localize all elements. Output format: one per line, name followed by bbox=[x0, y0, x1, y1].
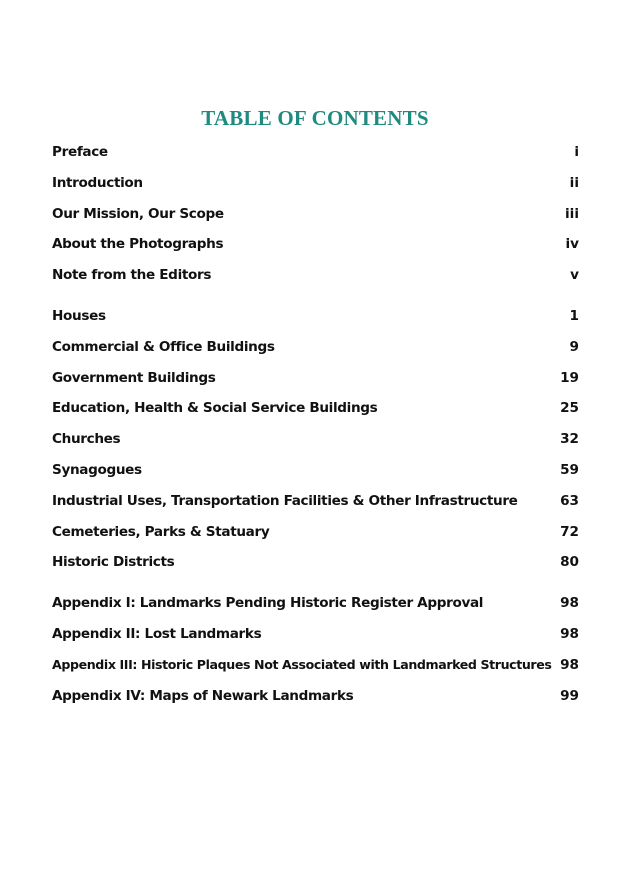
toc-entry-label: Preface bbox=[52, 144, 108, 160]
toc-entry[interactable] bbox=[52, 267, 579, 298]
toc-entry-label: Industrial Uses, Transportation Facilities & Other Infrastructure bbox=[52, 492, 518, 509]
toc-entry-label: Appendix II: Lost Landmarks bbox=[52, 625, 262, 642]
toc-entry-page-number: 99 bbox=[560, 687, 579, 704]
toc-entry-page-number: 1 bbox=[569, 307, 579, 324]
toc-section-list bbox=[52, 308, 579, 585]
toc-entry-label: Cemeteries, Parks & Statuary bbox=[52, 523, 270, 540]
toc-entry[interactable] bbox=[52, 236, 579, 267]
toc-entry[interactable] bbox=[52, 339, 579, 370]
table-of-contents bbox=[52, 144, 579, 718]
toc-entry[interactable] bbox=[52, 462, 579, 493]
toc-entry-label: Commercial & Office Buildings bbox=[52, 338, 275, 355]
toc-entry-label: Our Mission, Our Scope bbox=[52, 205, 224, 222]
toc-entry-page-number: v bbox=[570, 267, 579, 284]
toc-entry-label: About the Photographs bbox=[52, 236, 224, 253]
toc-section-list bbox=[52, 144, 579, 298]
toc-entry-page-number: 59 bbox=[560, 461, 579, 478]
toc-entry-label: Appendix I: Landmarks Pending Historic Register Approval bbox=[52, 595, 484, 612]
toc-section bbox=[52, 308, 579, 585]
toc-entry-page-number: 98 bbox=[560, 625, 579, 642]
toc-entry-page-number: 98 bbox=[560, 656, 579, 673]
toc-entry[interactable] bbox=[52, 626, 579, 657]
toc-entry[interactable] bbox=[52, 431, 579, 462]
toc-entry[interactable] bbox=[52, 206, 579, 237]
toc-entry-page-number: 9 bbox=[569, 338, 579, 355]
toc-entry[interactable] bbox=[52, 400, 579, 431]
toc-entry-page-number: iv bbox=[565, 236, 579, 253]
toc-entry[interactable] bbox=[52, 524, 579, 555]
toc-entry-page-number: 72 bbox=[560, 523, 579, 540]
page-title: TABLE OF CONTENTS bbox=[201, 106, 429, 131]
toc-entry[interactable] bbox=[52, 554, 579, 585]
toc-entry[interactable] bbox=[52, 175, 579, 206]
toc-entry-label: Introduction bbox=[52, 174, 143, 191]
toc-entry-label: Historic Districts bbox=[52, 554, 175, 571]
toc-entry[interactable] bbox=[52, 370, 579, 401]
toc-section bbox=[52, 595, 579, 718]
toc-entry-page-number: 25 bbox=[560, 400, 579, 417]
toc-entry-page-number: 80 bbox=[560, 554, 579, 571]
toc-entry-page-number: 19 bbox=[560, 369, 579, 386]
toc-entry-page-number: ii bbox=[569, 174, 579, 191]
toc-entry-page-number: iii bbox=[565, 205, 579, 222]
toc-entry-page-number: 98 bbox=[560, 595, 579, 612]
toc-entry[interactable] bbox=[52, 657, 579, 688]
toc-entry[interactable] bbox=[52, 688, 579, 719]
toc-entry[interactable] bbox=[52, 493, 579, 524]
toc-entry-label: Education, Health & Social Service Buildings bbox=[52, 400, 378, 417]
toc-entry[interactable] bbox=[52, 144, 579, 175]
toc-entry-label: Appendix III: Historic Plaques Not Associated with Landmarked Structures bbox=[52, 656, 552, 672]
toc-entry-page-number: 63 bbox=[560, 492, 579, 509]
toc-section-list bbox=[52, 595, 579, 718]
toc-section bbox=[52, 144, 579, 298]
toc-entry[interactable] bbox=[52, 308, 579, 339]
toc-entry-label: Appendix IV: Maps of Newark Landmarks bbox=[52, 687, 354, 704]
toc-entry-label: Churches bbox=[52, 431, 121, 448]
toc-entry-label: Houses bbox=[52, 307, 106, 324]
toc-entry-label: Government Buildings bbox=[52, 369, 216, 386]
toc-entry-label: Note from the Editors bbox=[52, 267, 212, 284]
toc-entry-page-number: 32 bbox=[560, 431, 579, 448]
toc-entry-label: Synagogues bbox=[52, 461, 142, 478]
toc-entry[interactable] bbox=[52, 595, 579, 626]
toc-entry-page-number: i bbox=[574, 144, 579, 160]
